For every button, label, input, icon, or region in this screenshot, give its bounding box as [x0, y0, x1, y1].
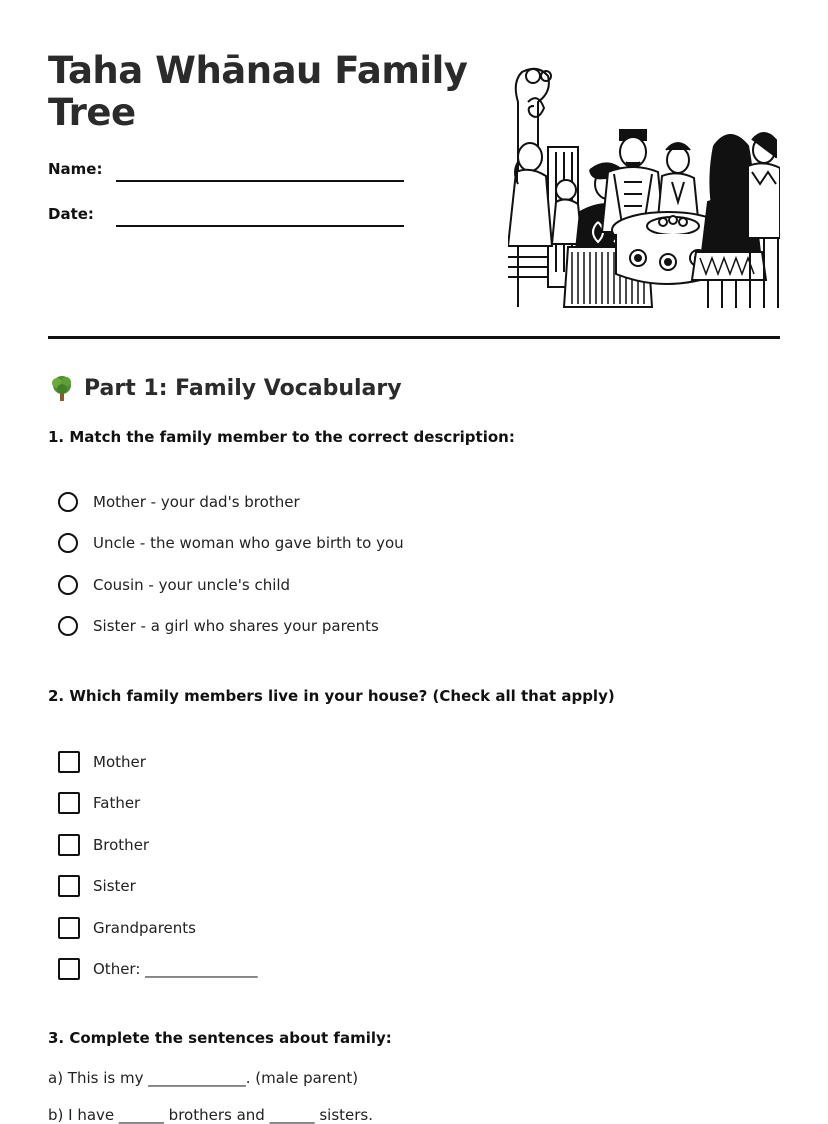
checkbox[interactable] — [58, 958, 80, 980]
q3-prompt: 3. Complete the sentences about family: — [48, 1029, 392, 1047]
q2-option-label: Sister — [93, 877, 136, 895]
checkbox[interactable] — [58, 875, 80, 897]
q1-prompt: 1. Match the family member to the correct description: — [48, 428, 515, 446]
q1-option[interactable] — [58, 616, 379, 636]
checkbox[interactable] — [58, 751, 80, 773]
q1-option-label: Mother - your dad's brother — [93, 493, 300, 511]
q3-sentence[interactable]: a) This is my _____________. (male parent) — [48, 1069, 359, 1087]
q1-option-label: Uncle - the woman who gave birth to you — [93, 534, 404, 552]
radio-button[interactable] — [58, 616, 78, 636]
page-title: Taha Whānau Family Tree — [48, 49, 468, 134]
q2-option-label: Other: _______________ — [93, 960, 258, 978]
q2-option[interactable] — [58, 875, 136, 897]
radio-button[interactable] — [58, 492, 78, 512]
q2-prompt: 2. Which family members live in your house? (Check all that apply) — [48, 687, 615, 705]
checkbox[interactable] — [58, 917, 80, 939]
date-field[interactable] — [116, 225, 404, 227]
name-label: Name: — [48, 160, 103, 178]
q2-option[interactable] — [58, 792, 140, 814]
radio-button[interactable] — [58, 575, 78, 595]
q2-option-label: Mother — [93, 753, 146, 771]
q2-option[interactable] — [58, 834, 149, 856]
q2-option[interactable] — [58, 958, 258, 980]
section-divider — [48, 336, 780, 339]
q3-sentence[interactable]: b) I have ______ brothers and ______ sisters. — [48, 1106, 373, 1124]
q1-option-label: Sister - a girl who shares your parents — [93, 617, 379, 635]
q1-option[interactable] — [58, 533, 404, 553]
date-label: Date: — [48, 205, 94, 223]
name-field[interactable] — [116, 180, 404, 182]
q1-option[interactable] — [58, 492, 300, 512]
q2-option[interactable] — [58, 751, 146, 773]
worksheet-page — [48, 0, 780, 1124]
q2-option-label: Father — [93, 794, 141, 812]
radio-button[interactable] — [58, 533, 78, 553]
part1-title: Part 1: Family Vocabulary — [84, 375, 402, 401]
family-gathering-illustration — [508, 62, 780, 312]
checkbox[interactable] — [58, 792, 80, 814]
q2-option-label: Brother — [93, 836, 150, 854]
q2-option-label: Grandparents — [93, 919, 196, 937]
checkbox[interactable] — [58, 834, 80, 856]
tree-icon — [48, 374, 76, 402]
q1-option-label: Cousin - your uncle's child — [93, 576, 291, 594]
q2-option[interactable] — [58, 917, 196, 939]
q1-option[interactable] — [58, 575, 290, 595]
part1-heading — [48, 374, 402, 402]
